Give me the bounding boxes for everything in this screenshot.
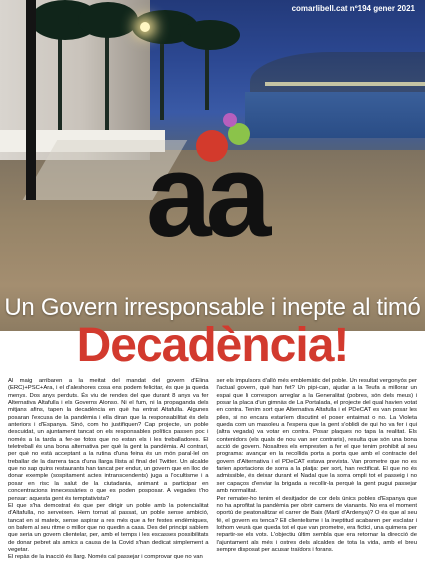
paragraph: El repàs de la inacció és llarg. Només cal passejar i comprovar que no van bbox=[8, 554, 203, 561]
issue-header: comarlibell.cat nº194 gener 2021 bbox=[291, 4, 415, 13]
article-column-right bbox=[217, 378, 418, 554]
logo-text: aa bbox=[146, 130, 266, 262]
street-lamp-post bbox=[26, 0, 36, 200]
paragraph: Al maig arribaren a la meitat del mandat del govern d'Elina (ERC)+PSC+Ara, i el d'aleshores cosa ens podem felicitar, és que ja queda menys. Dos anys perduts. És viu de rendes del que durant 8 anys va fer Alternativa Altafulla i els Governs Alonso. Ni el fum, ni la propaganda dels mitjans afins, tapen la decadència en què ha entrat Altafulla. Algunes posaran l'excusa de la pandèmia i ella diran que la responsabilitat és dels anteriors i d'Espanya. Sinó, com ho justifiquen? Cap projecte, un poble descuidat, un ajuntament tancat on els responsables polítics passen poc i només a la tarda a fer-se fotos que no estan els i les treballadores. El teletreball és una bona alternativa per què la gent la pandèmia. Al contrari, per què no està acceptant a la rutina d'una feina és un món paral·lel on treballar de la darrera taca d'una llarga llista al final del Twitter. Un alcalde que no sap quins restaurants han tancat per endur, un govern que en lloc de donar exemple (sospitament actes intranscendents) juga a l'ocultisme i a posar en risc la salut de la ciutadania, animant a participar en concentracions innecessàries o que es poden posposar. A vegades t'ho pensar: aquesta gent és temptativista? bbox=[8, 378, 209, 502]
lamp-light bbox=[140, 22, 150, 32]
paragraph: Per remater-ho tenim el desitjador de cor dels únics pobles d'Espanya que no ha aprofitat la pandèmia per obrir camers de vianants. No era el moment oportú de peatonalitzar el carrer de Baix (Martí d'Ardenya)? O és que al seu fé, el govern es tenca? Ell clientelisme i la ineptitud acabaren per esclatar i lothom veurà que queda tot el que van prometre, era fictici, una quimera per repartir-se els vots. L'objectiu últim sembla que era retornar la direcció de l'ajuntament als més i ostres dels alcaldes de tota la vida, amb el breu sempre disposat per acusar traïdors i forans. bbox=[216, 495, 417, 553]
palm-tree bbox=[180, 20, 240, 50]
article-column-left bbox=[8, 378, 209, 561]
article-body bbox=[8, 378, 417, 561]
aa-logo bbox=[146, 112, 326, 262]
headline: Decadència! bbox=[76, 319, 349, 372]
promenade-railing bbox=[265, 82, 425, 86]
paragraph: El que s'ha demostrat és que per dirigir un poble amb la potencialitat d'Altafulla, no serveixen. Hem tornat al passat, un poble sense ambició, tancat en si mateix, sense aspirar a res més que a fer festes endèmiques, on bafem al seu ritme o millor que no quedin a casa. Des del principi sabíem que seria un govern clientelar, per, amb el temps i les escasses possibilitats de donar pebret als amics a causa de la Covid s'han dedicat simplement a vegetar. bbox=[8, 502, 209, 553]
paragraph: ser els impulsors d'allò més emblemàtic del poble. Un resultat vergonyós per l'actual govern, què han fet? Un pipi-can, ajudar a la Teufa a millorar un espai que li correspon arreglar a la Generalitat (pobres, són dels meus) i posar la placa d'un gimnàs de La Portalada, el projecte del qual havien votat en contra. Tenim sort que Alternativa Altafulla i el PDeCAT es van posar les piles, si no encara estaríem discutint el poser entaimat o no. La Violeta queda com un masoleu a l'espera que la gent s'oblidi de qui ho va fer i qui (altra vegada) va votar en contra. Posar plaques no tapa la realitat. Els contenidors (els quals de nou van ser contraris), resulta que són una bona acció de govern. Nosaltres els empresten a fer el que tenim prohibit al seu programa: avançar en la recollida porta a porta que amb el contracte del govern d'Alternativa i el PDeCAT estava prevista. Van prometre que no es farien aportacions de sorra a la platja: per sort, han rectificat. El que no és admissible, és deixar durant el Nadal que la sorra ompli tot el passeig i no ser capaços d'enviar la brigada a recollir-la perquè la gent pugui passejar amb normalitat. bbox=[216, 378, 417, 495]
palm-trunk bbox=[205, 40, 209, 110]
palm-tree bbox=[78, 2, 138, 38]
cover-subtitle: Un Govern irresponsable i inepte al timó bbox=[4, 294, 421, 321]
logo-dot-purple bbox=[223, 113, 237, 127]
